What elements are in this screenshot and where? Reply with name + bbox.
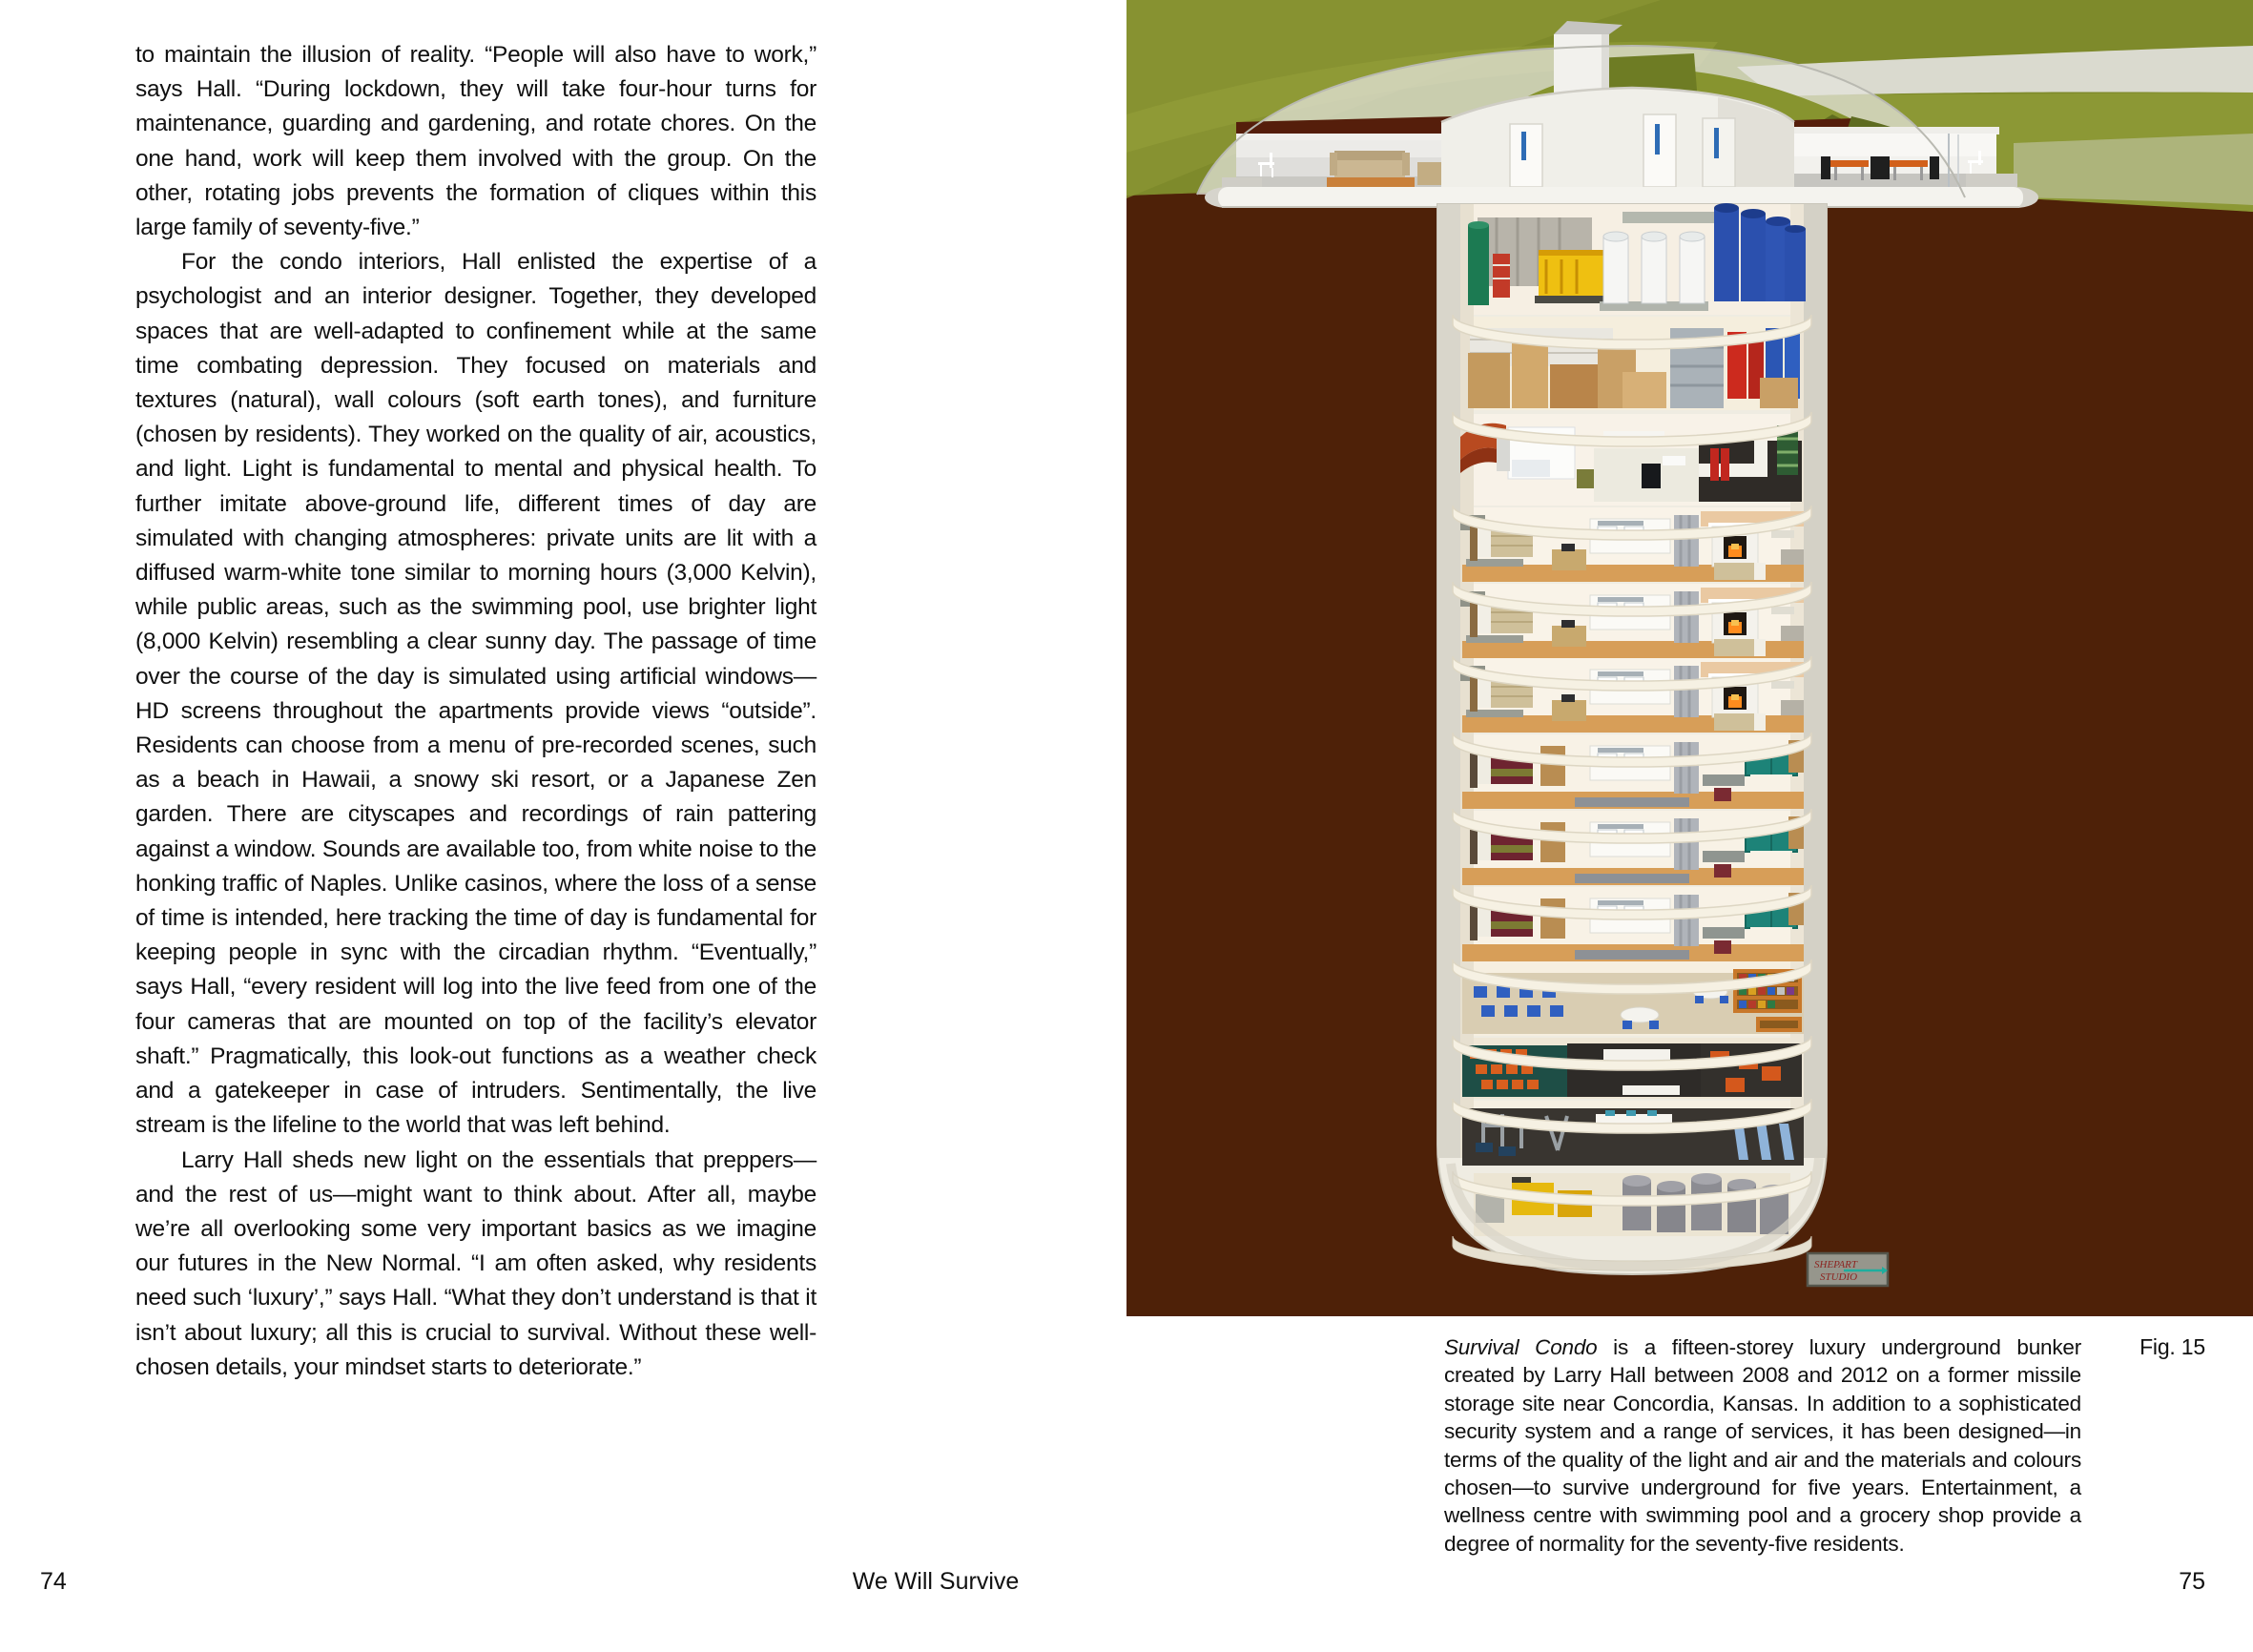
figure-label: Fig. 15 (2139, 1334, 2205, 1359)
door-1 (1510, 124, 1542, 187)
door-2 (1643, 114, 1676, 187)
article-text (135, 38, 816, 1385)
paragraph-2: For the condo interiors, Hall enlisted the expertise of a psychologist and an interior designer. Together, they developed spaces that are well-adapted to confinement while at the same time combating depression. They focused on materials and textures (natural), wall colours (soft earth tones), and furniture (chosen by residents). They worked on the quality of air, acoustics, and light. Light is fundamental to mental and physical health. To further imitate above-ground life, different times of day are simulated with changing atmospheres: private units are lit with a diffused warm-white tone similar to morning hours (3,000 Kelvin), while public areas, such as the swimming pool, use brighter light (8,000 Kelvin) resembling a clear sunny day. The passage of time over the course of the day is simulated using artificial windows—HD screens throughout the apartments provide views “outside”. Residents can choose from a menu of pre-recorded scenes, such as a beach in Hawaii, a snowy ski resort, or a Japanese Zen garden. There are cityscapes and recordings of rain pattering against a window. Sounds are available too, from white noise to the honking traffic of Naples. Unlike casinos, where the loss of a sense of time is intended, here tracking the time of day is fundamental for keeping people in sync with the circadian rhythm. “Eventually,” says Hall, “every resident will log into the live feed from one of the four cameras that are mounted on top of the facility’s elevator shaft.” Pragmatically, this look-out functions as a weather check and a gatekeeper in case of intruders. Sentimentally, the live stream is the lifeline to the world that was left behind. (135, 249, 816, 1139)
running-title: We Will Survive (852, 1568, 1020, 1595)
machinery-level (1468, 203, 1806, 315)
residential-levels (1460, 507, 1804, 961)
storage-level (1468, 317, 1800, 410)
caption-lead: Survival Condo (1444, 1335, 1598, 1359)
page-number-right: 75 (2179, 1568, 2205, 1595)
page-number-left: 74 (40, 1568, 67, 1595)
figure-caption (1444, 1333, 2081, 1558)
residential-unit-teal (1462, 734, 1804, 809)
silo-shaft (1437, 203, 1827, 1274)
paragraph-1: to maintain the illusion of reality. “People will also have to work,” says Hall. “During lockdown, they will take four-hour turns for maintenance, guarding and gardening, and rotate chores. On the one hand, work will keep them involved with the group. On the other, rotating jobs prevents the formation of cliques within this large family of seventy-five.” (135, 42, 816, 241)
kitchen-level (1460, 414, 1802, 506)
bunker-cutaway-figure (1126, 0, 2253, 1316)
paragraph-3: Larry Hall sheds new light on the essentials that preppers—and the rest of us—might want to think about. After all, maybe we’re all overlooking some very important basics as we imagine our futures in the New Normal. “I am often asked, why residents need such ‘luxury’,” says Hall. “What they don’t understand is that it isn’t about luxury; all this is crucial to survival. Without these well-chosen details, your mindset starts to deteriorate.” (135, 1146, 816, 1380)
artist-signature (1808, 1253, 1888, 1286)
survival-condo-cutaway (1126, 0, 2253, 1316)
caption-body: is a fifteen-storey luxury underground bunker created by Larry Hall between 2008 and 2012 on a former missile storage site near Concordia, Kansas. In addition to a sophisticated security system and a range of services, it has been designed—in terms of the quality of the light and air and the materials and colours chosen—to survive underground for five years. Entertainment, a wellness centre with swimming pool and a grocery shop provide a degree of normality for the seventy-five residents. (1444, 1335, 2082, 1556)
residential-unit-fireplace (1460, 507, 1804, 582)
door-3 (1703, 118, 1735, 187)
classroom-level (1462, 961, 1804, 1036)
signature-line-2: STUDIO (1820, 1271, 1858, 1283)
signature-line-1: SHEPART (1814, 1259, 1858, 1270)
